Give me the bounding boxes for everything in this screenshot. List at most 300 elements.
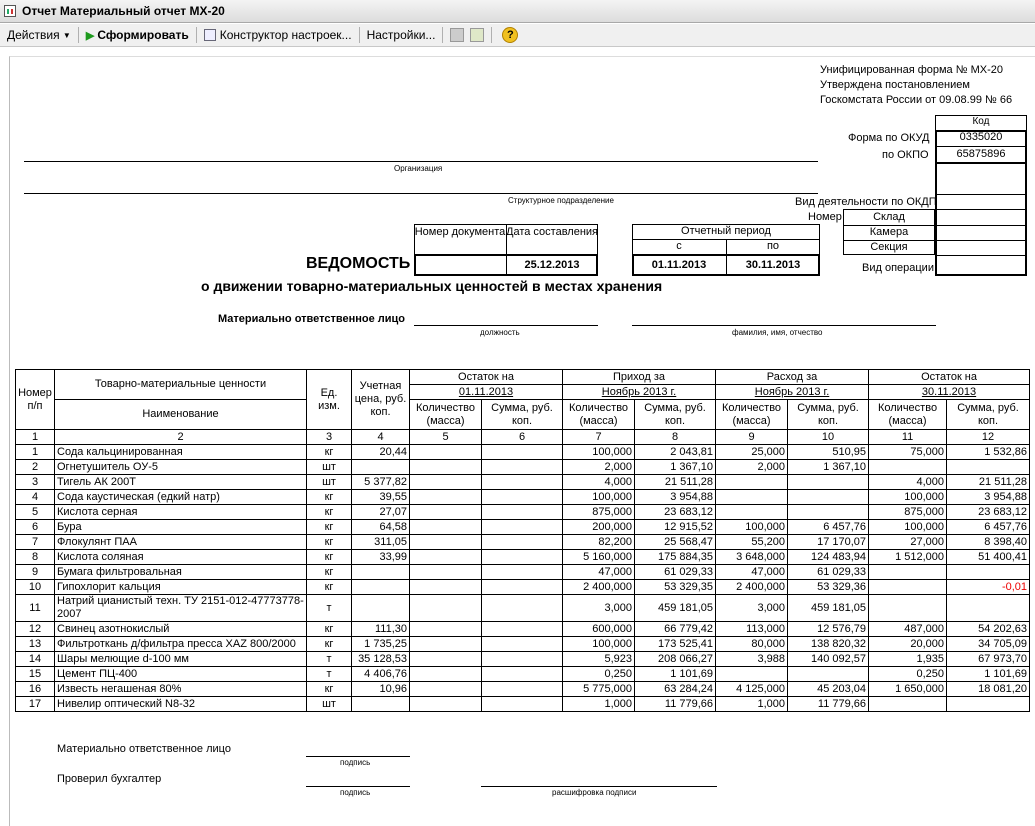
table-cell: 75,000 <box>869 445 947 460</box>
report-title: ВЕДОМОСТЬ <box>306 255 411 272</box>
help-icon[interactable]: ? <box>502 27 518 43</box>
window-titlebar <box>0 0 1035 23</box>
period-label: Отчетный период <box>681 225 771 237</box>
table-cell: 64,58 <box>352 520 410 535</box>
table-cell: 100,000 <box>563 445 635 460</box>
table-cell <box>869 460 947 475</box>
table-cell <box>410 520 482 535</box>
footer-mol-label: Материально ответственное лицо <box>57 743 231 755</box>
table-cell: 27,000 <box>869 535 947 550</box>
table-cell: 27,07 <box>352 505 410 520</box>
table-cell: т <box>307 652 352 667</box>
column-numbers-row <box>16 430 1030 445</box>
period-from: 01.11.2013 <box>651 259 707 271</box>
table-row <box>16 622 1030 637</box>
table-cell: 875,000 <box>869 505 947 520</box>
table-cell: кг <box>307 520 352 535</box>
table-cell: 13 <box>16 637 55 652</box>
toolbar-separator <box>491 27 492 43</box>
table-cell: 3 954,88 <box>947 490 1030 505</box>
table-cell: 510,95 <box>788 445 869 460</box>
table-cell <box>410 490 482 505</box>
table-cell <box>410 505 482 520</box>
table-cell <box>788 490 869 505</box>
table-cell: 459 181,05 <box>788 595 869 622</box>
actions-label: Действия <box>7 28 60 42</box>
column-number: 10 <box>788 430 869 445</box>
table-cell: 67 973,70 <box>947 652 1030 667</box>
table-cell: 8 <box>16 550 55 565</box>
table-cell: 113,000 <box>716 622 788 637</box>
table-cell: 45 203,04 <box>788 682 869 697</box>
form-header-1: Унифицированная форма № МХ-20 <box>820 64 1003 76</box>
constructor-label: Конструктор настроек... <box>219 28 352 42</box>
table-cell: кг <box>307 622 352 637</box>
okpo-code: 65875896 <box>956 148 1006 160</box>
table-cell: 12 576,79 <box>788 622 869 637</box>
table-cell: Сода каустическая (едкий натр) <box>55 490 307 505</box>
table-cell <box>482 475 563 490</box>
table-cell: 47,000 <box>716 565 788 580</box>
table-cell: 175 884,35 <box>635 550 716 565</box>
table-cell <box>482 505 563 520</box>
play-icon: ▶ <box>85 29 95 42</box>
table-cell: 100,000 <box>563 490 635 505</box>
table-cell: 61 029,33 <box>635 565 716 580</box>
table-cell <box>482 637 563 652</box>
table-cell: Кислота серная <box>55 505 307 520</box>
table-cell: 55,200 <box>716 535 788 550</box>
table-cell: 2,000 <box>563 460 635 475</box>
column-number: 11 <box>869 430 947 445</box>
nomer-label: Номер <box>808 211 842 223</box>
table-cell <box>352 595 410 622</box>
table-cell: 111,30 <box>352 622 410 637</box>
table-cell: 17 <box>16 697 55 712</box>
table-cell: 0,250 <box>563 667 635 682</box>
table-cell: 23 683,12 <box>947 505 1030 520</box>
table-cell: 11 779,66 <box>635 697 716 712</box>
table-cell: Сода кальцинированная <box>55 445 307 460</box>
table-cell: 47,000 <box>563 565 635 580</box>
table-cell: кг <box>307 490 352 505</box>
actions-menu[interactable] <box>4 26 74 45</box>
footer-rasshifrovka: расшифровка подписи <box>552 788 637 797</box>
table-cell <box>947 460 1030 475</box>
table-cell: 12 <box>16 622 55 637</box>
table-cell: 66 779,42 <box>635 622 716 637</box>
toolbar-separator <box>442 27 443 43</box>
toolbar-separator <box>78 27 79 43</box>
table-cell: кг <box>307 565 352 580</box>
footer-podpis-1: подпись <box>340 758 371 767</box>
org-label: Организация <box>394 164 443 173</box>
table-row <box>16 565 1030 580</box>
table-cell: 25,000 <box>716 445 788 460</box>
table-row <box>16 550 1030 565</box>
table-row <box>16 637 1030 652</box>
table-cell <box>716 475 788 490</box>
period-from-label: с <box>676 240 682 252</box>
table-cell: 1,000 <box>716 697 788 712</box>
table-cell: 21 511,28 <box>947 475 1030 490</box>
table-cell: 61 029,33 <box>788 565 869 580</box>
report-icon <box>4 5 16 17</box>
table-cell: 39,55 <box>352 490 410 505</box>
table-cell <box>869 565 947 580</box>
table-cell: 53 329,36 <box>788 580 869 595</box>
column-number: 12 <box>947 430 1030 445</box>
table-cell: 23 683,12 <box>635 505 716 520</box>
okdp-label: Вид деятельности по ОКДП <box>795 196 937 208</box>
table-cell: шт <box>307 697 352 712</box>
table-cell: 33,99 <box>352 550 410 565</box>
header-sum: Сумма, руб. коп. <box>635 400 716 430</box>
table-cell: Бумага фильтровальная <box>55 565 307 580</box>
settings-constructor-icon <box>204 29 216 41</box>
table-cell: 12 915,52 <box>635 520 716 535</box>
table-cell <box>869 697 947 712</box>
table-cell: 1 101,69 <box>947 667 1030 682</box>
table-cell <box>410 535 482 550</box>
header-sum: Сумма, руб. коп. <box>482 400 563 430</box>
table-cell <box>410 475 482 490</box>
table-cell: 51 400,41 <box>947 550 1030 565</box>
table-row <box>16 652 1030 667</box>
table-cell: 10 <box>16 580 55 595</box>
table-cell: 54 202,63 <box>947 622 1030 637</box>
table-cell: 18 081,20 <box>947 682 1030 697</box>
table-cell: 6 457,76 <box>947 520 1030 535</box>
table-row <box>16 505 1030 520</box>
table-cell: 34 705,09 <box>947 637 1030 652</box>
header-ost2: Остаток на <box>869 370 1030 385</box>
table-cell: 1 101,69 <box>635 667 716 682</box>
code-label: Код <box>972 116 990 127</box>
table-cell <box>410 667 482 682</box>
table-cell <box>482 490 563 505</box>
table-cell: 1,000 <box>563 697 635 712</box>
sklad-label: Склад <box>873 211 905 223</box>
table-row <box>16 460 1030 475</box>
column-number: 7 <box>563 430 635 445</box>
table-cell: 80,000 <box>716 637 788 652</box>
period-to-label: по <box>766 240 780 252</box>
settings-label: Настройки... <box>366 28 436 42</box>
table-cell: 2 400,000 <box>716 580 788 595</box>
column-number: 4 <box>352 430 410 445</box>
table-cell: 8 398,40 <box>947 535 1030 550</box>
header-rash-date: Ноябрь 2013 г. <box>716 385 869 400</box>
dolzhnost-label: должность <box>480 328 520 337</box>
table-cell: 2 400,000 <box>563 580 635 595</box>
table-cell: 459 181,05 <box>635 595 716 622</box>
table-cell: Кислота соляная <box>55 550 307 565</box>
table-cell: Известь негашеная 80% <box>55 682 307 697</box>
table-cell <box>410 550 482 565</box>
header-qty: Количество (масса) <box>563 400 635 430</box>
table-cell: Огнетушитель ОУ-5 <box>55 460 307 475</box>
generate-button[interactable] <box>83 26 192 45</box>
table-cell: 100,000 <box>563 637 635 652</box>
table-cell: кг <box>307 550 352 565</box>
header-ost1-date: 01.11.2013 <box>410 385 563 400</box>
table-cell: 487,000 <box>869 622 947 637</box>
table-row <box>16 475 1030 490</box>
table-row <box>16 667 1030 682</box>
table-cell: 124 483,94 <box>788 550 869 565</box>
okpo-label: по ОКПО <box>882 149 929 161</box>
table-cell <box>716 667 788 682</box>
table-cell: 14 <box>16 652 55 667</box>
save-variant-icon[interactable] <box>450 28 464 42</box>
table-cell: 1 367,10 <box>788 460 869 475</box>
header-sum: Сумма, руб. коп. <box>947 400 1030 430</box>
constructor-button[interactable] <box>201 26 355 45</box>
table-cell: 20,000 <box>869 637 947 652</box>
header-name: Наименование <box>55 400 307 430</box>
sekciya-label: Секция <box>870 241 908 253</box>
table-cell: 11 <box>16 595 55 622</box>
table-cell <box>482 652 563 667</box>
header-unit: Ед. изм. <box>307 370 352 430</box>
table-cell <box>410 460 482 475</box>
table-cell: 63 284,24 <box>635 682 716 697</box>
table-cell <box>352 580 410 595</box>
table-cell: 3 <box>16 475 55 490</box>
table-cell <box>410 595 482 622</box>
table-cell <box>482 460 563 475</box>
table-row <box>16 595 1030 622</box>
header-rash: Расход за <box>716 370 869 385</box>
table-row <box>16 445 1030 460</box>
table-cell: 5 <box>16 505 55 520</box>
table-cell <box>410 622 482 637</box>
table-cell: 82,200 <box>563 535 635 550</box>
doc-date: 25.12.2013 <box>524 259 580 271</box>
table-cell: 4 406,76 <box>352 667 410 682</box>
vid-op-label: Вид операции <box>862 262 934 274</box>
table-cell: 7 <box>16 535 55 550</box>
form-header-3: Госкомстата России от 09.08.99 № 66 <box>820 94 1013 106</box>
column-number: 6 <box>482 430 563 445</box>
header-prih: Приход за <box>563 370 716 385</box>
table-cell: 100,000 <box>869 490 947 505</box>
column-number: 8 <box>635 430 716 445</box>
table-cell: 1 735,25 <box>352 637 410 652</box>
table-cell: 35 128,53 <box>352 652 410 667</box>
table-cell: кг <box>307 682 352 697</box>
table-cell: 6 <box>16 520 55 535</box>
column-number: 1 <box>16 430 55 445</box>
table-cell <box>716 490 788 505</box>
table-cell: 6 457,76 <box>788 520 869 535</box>
table-cell: 3,988 <box>716 652 788 667</box>
table-cell: 0,250 <box>869 667 947 682</box>
header-ost2-date: 30.11.2013 <box>869 385 1030 400</box>
footer-podpis-2: подпись <box>340 788 371 797</box>
header-sum: Сумма, руб. коп. <box>788 400 869 430</box>
table-cell: 11 779,66 <box>788 697 869 712</box>
table-cell: 875,000 <box>563 505 635 520</box>
table-cell: 100,000 <box>869 520 947 535</box>
table-cell <box>482 697 563 712</box>
header-qty: Количество (масса) <box>869 400 947 430</box>
header-prih-date: Ноябрь 2013 г. <box>563 385 716 400</box>
table-cell <box>352 565 410 580</box>
header-num: Номер п/п <box>16 370 55 430</box>
okud-label: Форма по ОКУД <box>848 132 930 144</box>
table-cell: т <box>307 595 352 622</box>
generate-label: Сформировать <box>97 28 189 42</box>
okud-code: 0335020 <box>959 131 1003 143</box>
table-row <box>16 697 1030 712</box>
period-to: 30.11.2013 <box>745 259 801 271</box>
table-cell: 2 043,81 <box>635 445 716 460</box>
table-cell: кг <box>307 535 352 550</box>
table-cell: 100,000 <box>716 520 788 535</box>
toolbar <box>0 24 1035 47</box>
table-cell <box>410 445 482 460</box>
column-number: 5 <box>410 430 482 445</box>
table-cell: 173 525,41 <box>635 637 716 652</box>
table-row <box>16 535 1030 550</box>
dept-label: Структурное подразделение <box>508 196 614 205</box>
table-cell: 17 170,07 <box>788 535 869 550</box>
table-cell: 53 329,35 <box>635 580 716 595</box>
table-cell: 3 648,000 <box>716 550 788 565</box>
table-cell: кг <box>307 445 352 460</box>
mol-label: Материально ответственное лицо <box>218 313 406 325</box>
table-cell <box>788 475 869 490</box>
table-cell: 1 367,10 <box>635 460 716 475</box>
table-cell: 1 512,000 <box>869 550 947 565</box>
table-cell: Натрий цианистый техн. ТУ 2151-012-47773778-2007 <box>55 595 307 622</box>
table-cell: 140 092,57 <box>788 652 869 667</box>
table-body <box>16 445 1030 712</box>
table-cell: 4 125,000 <box>716 682 788 697</box>
table-cell <box>410 637 482 652</box>
table-cell <box>947 697 1030 712</box>
table-cell: -0,01 <box>947 580 1030 595</box>
header-price: Учетная цена, руб. коп. <box>352 370 410 430</box>
table-cell: шт <box>307 460 352 475</box>
report-subtitle: о движении товарно-материальных ценностей в местах хранения <box>201 278 663 294</box>
settings-button[interactable] <box>364 26 439 45</box>
table-cell <box>482 535 563 550</box>
table-cell: Свинец азотнокислый <box>55 622 307 637</box>
table-cell: 9 <box>16 565 55 580</box>
table-cell: 25 568,47 <box>635 535 716 550</box>
table-cell: 200,000 <box>563 520 635 535</box>
table-cell: Флокулянт ПАА <box>55 535 307 550</box>
table-cell: 4 <box>16 490 55 505</box>
table-cell: 5 377,82 <box>352 475 410 490</box>
report-sheet <box>9 56 1035 826</box>
table-row <box>16 682 1030 697</box>
table-cell <box>482 520 563 535</box>
table-cell: 21 511,28 <box>635 475 716 490</box>
table-cell: 20,44 <box>352 445 410 460</box>
table-cell: кг <box>307 580 352 595</box>
table-cell: 1 650,000 <box>869 682 947 697</box>
form-header-2: Утверждена постановлением <box>820 79 970 91</box>
table-cell: 15 <box>16 667 55 682</box>
table-cell: 5,923 <box>563 652 635 667</box>
table-cell: 16 <box>16 682 55 697</box>
table-cell <box>788 667 869 682</box>
table-cell: шт <box>307 475 352 490</box>
table-cell <box>482 445 563 460</box>
table-row <box>16 490 1030 505</box>
table-cell: кг <box>307 637 352 652</box>
table-cell: 600,000 <box>563 622 635 637</box>
table-cell <box>482 550 563 565</box>
header-tmc: Товарно-материальные ценности <box>55 370 307 400</box>
table-cell <box>716 505 788 520</box>
fio-label: фамилия, имя, отчество <box>732 328 823 337</box>
table-row <box>16 520 1030 535</box>
toolbar-separator <box>196 27 197 43</box>
table-cell: 10,96 <box>352 682 410 697</box>
table-cell: 1,935 <box>869 652 947 667</box>
table-cell: 5 775,000 <box>563 682 635 697</box>
table-cell: 5 160,000 <box>563 550 635 565</box>
table-cell: Шары мелющие d-100 мм <box>55 652 307 667</box>
window-title: Отчет Материальный отчет МХ-20 <box>22 4 225 18</box>
table-cell: 208 066,27 <box>635 652 716 667</box>
table-cell: т <box>307 667 352 682</box>
table-cell: Фильтроткань д/фильтра пресса XAZ 800/2000 <box>55 637 307 652</box>
table-cell <box>482 565 563 580</box>
table-cell <box>947 565 1030 580</box>
table-cell: 1 <box>16 445 55 460</box>
table-cell <box>410 697 482 712</box>
table-cell: 1 532,86 <box>947 445 1030 460</box>
table-cell <box>482 595 563 622</box>
table-cell: 2,000 <box>716 460 788 475</box>
table-cell <box>788 505 869 520</box>
table-cell: 2 <box>16 460 55 475</box>
column-number: 3 <box>307 430 352 445</box>
load-variant-icon[interactable] <box>470 28 484 42</box>
column-number: 9 <box>716 430 788 445</box>
table-cell: 3,000 <box>716 595 788 622</box>
table-cell <box>869 580 947 595</box>
chevron-down-icon: ▼ <box>62 30 71 40</box>
header-qty: Количество (масса) <box>716 400 788 430</box>
table-cell <box>482 667 563 682</box>
table-cell: 4,000 <box>563 475 635 490</box>
table-row <box>16 580 1030 595</box>
table-cell <box>410 565 482 580</box>
header-ost1: Остаток на <box>410 370 563 385</box>
doc-no-label: Номер документа <box>414 226 506 238</box>
toolbar-separator <box>359 27 360 43</box>
table-cell <box>410 682 482 697</box>
kamera-label: Камера <box>869 226 909 238</box>
table-cell <box>410 580 482 595</box>
table-cell <box>352 697 410 712</box>
table-cell <box>482 580 563 595</box>
table-cell: Нивелир оптический N8-32 <box>55 697 307 712</box>
column-number: 2 <box>55 430 307 445</box>
table-cell <box>869 595 947 622</box>
table-cell: 138 820,32 <box>788 637 869 652</box>
table-cell: Бура <box>55 520 307 535</box>
table-cell <box>482 682 563 697</box>
movement-table <box>15 369 1030 712</box>
